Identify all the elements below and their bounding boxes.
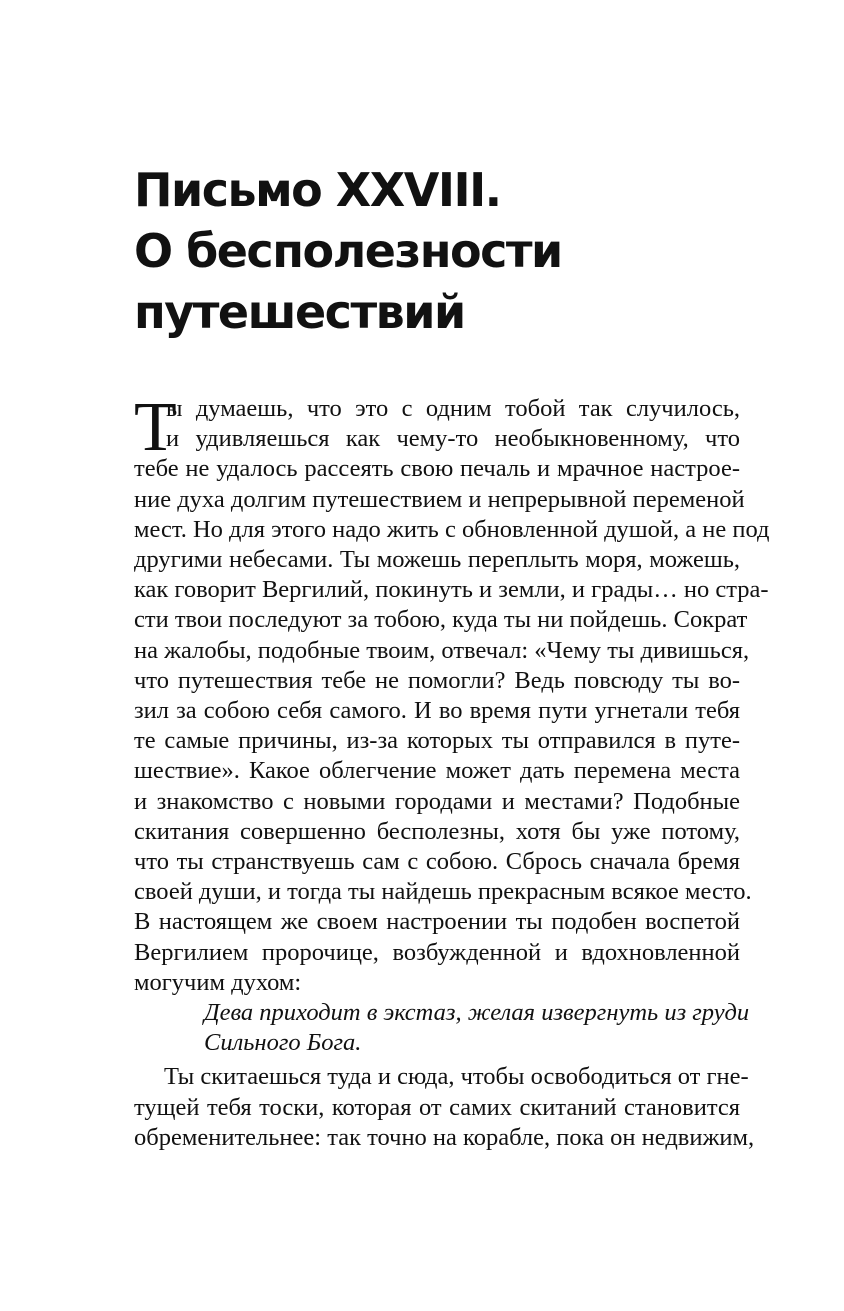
- chapter-title-line: путешествий: [134, 285, 465, 339]
- text-line: другими небесами. Ты можешь переплыть моря, можешь,: [134, 546, 740, 574]
- chapter-title-line: Письмо XXVIII.: [134, 163, 501, 217]
- text-line: зил за собою себя самого. И во время пути угнетали тебя: [134, 697, 740, 725]
- text-line: шествие». Какое облегчение может дать перемена места: [134, 757, 740, 785]
- text-line: сти твои последуют за тобою, куда ты ни пойдешь. Сократ: [134, 606, 748, 634]
- text-line: и удивляешься как чему-то необыкновенному, что: [166, 425, 740, 453]
- text-line: Вергилием пророчице, возбужденной и вдохновленной: [134, 938, 740, 966]
- verse-line: Сильного Бога.: [204, 1029, 362, 1057]
- text-line: обременительнее: так точно на корабле, пока он недвижим,: [134, 1123, 755, 1151]
- text-line: как говорит Вергилий, покинуть и земли, и грады… но стра-: [134, 576, 769, 604]
- text-line: тебе не удалось рассеять свою печаль и мрачное настрое-: [134, 455, 740, 483]
- text-line: что путешествия тебе не помогли? Ведь повсюду ты во-: [134, 666, 740, 694]
- text-line: своей души, и тогда ты найдешь прекрасным всякое место.: [134, 878, 752, 906]
- text-line: те самые причины, из-за которых ты отправился в путе-: [134, 727, 740, 755]
- body-text: [134, 389, 770, 1153]
- text-line: что ты странствуешь сам с собою. Сбрось сначала бремя: [134, 848, 740, 876]
- chapter-title-line: О бесполезности: [134, 224, 562, 278]
- text-line: Ты скитаешься туда и сюда, чтобы освободиться от гне-: [164, 1063, 749, 1091]
- text-line: ы думаешь, что это с одним тобой так случилось,: [166, 395, 740, 422]
- text-line: могучим духом:: [134, 968, 302, 996]
- text-line: скитания совершенно бесполезны, хотя бы уже потому,: [134, 817, 740, 845]
- text-line: и знакомство с новыми городами и местами? Подобные: [134, 787, 740, 815]
- text-line: ние духа долгим путешествием и непрерывной переменой: [134, 485, 745, 513]
- paragraph-1: [134, 389, 770, 998]
- verse-quote: [134, 998, 750, 1058]
- text-line: на жалобы, подобные твоим, отвечал: «Чему ты дивишься,: [134, 636, 750, 664]
- chapter-title: [134, 160, 774, 343]
- text-line: мест. Но для этого надо жить с обновленной душой, а не под: [134, 515, 770, 543]
- verse-line: Дева приходит в экстаз, желая извергнуть из груди: [204, 999, 750, 1027]
- text-line: тущей тебя тоски, которая от самих скитаний становится: [134, 1093, 740, 1121]
- paragraph-2: [134, 1062, 755, 1153]
- drop-cap: Т: [134, 389, 177, 466]
- text-line: В настоящем же своем настроении ты подобен воспетой: [134, 908, 740, 936]
